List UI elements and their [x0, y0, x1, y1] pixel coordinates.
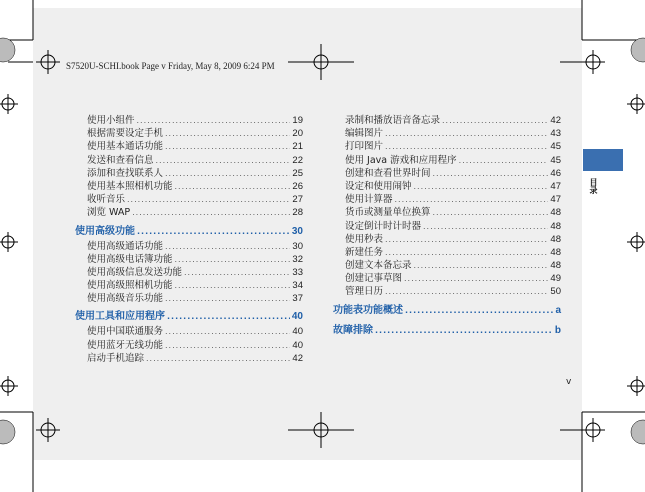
toc-entry-label: 设定和使用闹钟: [345, 180, 412, 192]
dot-leader: [175, 255, 291, 266]
toc-page-number: 48: [550, 233, 561, 245]
toc-page-number: 30: [291, 225, 303, 237]
dot-leader: [385, 129, 548, 140]
toc-entry-label: 使用 Java 游戏和应用程序: [345, 154, 457, 166]
toc-page-number: 40: [292, 326, 303, 338]
section-tab: [583, 149, 623, 171]
dot-leader: [433, 169, 549, 180]
toc-entry[interactable]: [333, 138, 561, 151]
toc-entry-label: 使用高级信息发送功能: [87, 266, 183, 278]
toc-entry-label: 新建任务: [345, 246, 384, 258]
dot-leader: [165, 327, 290, 338]
toc-entry[interactable]: [333, 125, 561, 138]
toc-entry-label: 根据需要设定手机: [87, 128, 164, 140]
dot-leader: [165, 142, 290, 153]
print-header: S7520U-SCHI.book Page v Friday, May 8, 2009 6:24 PM: [66, 61, 275, 71]
toc-entry[interactable]: [75, 191, 303, 204]
toc-entry-label: 使用中国联通服务: [87, 326, 164, 338]
toc-entry[interactable]: [333, 191, 561, 204]
dot-leader: [405, 306, 553, 317]
toc-entry[interactable]: [75, 238, 303, 251]
toc-entry-label: 打印图片: [345, 141, 384, 153]
toc-page-number: 45: [550, 141, 561, 153]
toc-page-number: 21: [292, 141, 303, 153]
toc-entry[interactable]: [75, 350, 303, 363]
dot-leader: [167, 312, 290, 323]
toc-entry[interactable]: [75, 204, 303, 217]
toc-entry-label: 使用高级电话簿功能: [87, 253, 173, 265]
dot-leader: [385, 235, 548, 246]
toc-entry-label: 创建记事草图: [345, 273, 403, 285]
dot-leader: [442, 116, 548, 127]
toc-entry[interactable]: [75, 165, 303, 178]
toc-page-number: 42: [550, 115, 561, 126]
toc-page-number: 40: [291, 311, 303, 323]
toc-page-number: b: [554, 324, 561, 336]
dot-leader: [165, 169, 290, 180]
toc-entry-label: 创建和查看世界时间: [345, 167, 431, 179]
dot-leader: [165, 129, 290, 140]
dot-leader: [375, 326, 553, 337]
dot-leader: [165, 294, 290, 305]
dot-leader: [459, 156, 549, 167]
toc-entry[interactable]: [75, 290, 303, 303]
dot-leader: [165, 341, 290, 352]
toc-entry-label: 设定倒计时计时器: [345, 220, 422, 232]
toc-entry-label: 使用蓝牙无线功能: [87, 339, 164, 351]
toc-entry-label: 使用基本照相机功能: [87, 180, 173, 192]
toc-section-entry[interactable]: [333, 301, 561, 317]
toc-entry-label: 添加和查找联系人: [87, 167, 164, 179]
toc-entry-label: 功能表功能概述: [333, 304, 403, 316]
toc-entry[interactable]: [75, 178, 303, 191]
toc-section-entry[interactable]: [75, 307, 303, 323]
toc-entry[interactable]: [75, 251, 303, 264]
toc-entry-label: 管理日历: [345, 286, 384, 298]
toc-entry-label: 收听音乐: [87, 194, 126, 206]
toc-page-number: 32: [292, 253, 303, 265]
toc-entry[interactable]: [333, 178, 561, 191]
toc-page-number: 30: [292, 240, 303, 252]
toc-page-number: 19: [292, 115, 303, 126]
dot-leader: [137, 227, 290, 238]
toc-page-number: 48: [550, 220, 561, 232]
dot-leader: [146, 354, 290, 365]
section-tab-label: 目录: [589, 178, 598, 194]
toc-entry-label: 使用基本通话功能: [87, 141, 164, 153]
toc-page-number: 45: [550, 154, 561, 166]
toc-entry-label: 创建文本备忘录: [345, 260, 412, 272]
toc-page-number: 27: [292, 194, 303, 206]
toc-entry[interactable]: [333, 283, 561, 296]
toc-page-number: 26: [292, 180, 303, 192]
dot-leader: [433, 208, 549, 219]
toc-entry[interactable]: [333, 152, 561, 165]
toc-entry-label: 发送和查看信息: [87, 154, 154, 166]
toc-entry-label: 货币或测量单位换算: [345, 207, 431, 219]
toc-page-number: 28: [292, 207, 303, 219]
toc-entry-label: 故障排除: [333, 324, 373, 336]
toc-entry-label: 使用工具和应用程序: [75, 311, 165, 323]
toc-entry[interactable]: [75, 264, 303, 277]
dot-leader: [127, 195, 290, 206]
toc-page-number: 48: [550, 207, 561, 219]
page-number: v: [566, 377, 572, 387]
dot-leader: [385, 287, 548, 298]
toc-page-number: 48: [550, 246, 561, 258]
toc-entry[interactable]: [75, 337, 303, 350]
toc-section-entry[interactable]: [333, 321, 561, 337]
toc-entry[interactable]: [333, 165, 561, 178]
toc-page-number: 33: [292, 266, 303, 278]
toc-entry[interactable]: [75, 323, 303, 336]
toc-page-number: 37: [292, 293, 303, 305]
toc-entry[interactable]: [333, 270, 561, 283]
dot-leader: [423, 222, 548, 233]
toc-entry[interactable]: [333, 218, 561, 231]
toc-entry[interactable]: [333, 112, 561, 125]
dot-leader: [404, 274, 548, 285]
toc-page-number: 34: [292, 280, 303, 292]
dot-leader: [132, 208, 290, 219]
toc-entry[interactable]: [75, 138, 303, 151]
toc-entry-label: 使用高级音乐功能: [87, 293, 164, 305]
dot-leader: [175, 281, 291, 292]
dot-leader: [165, 242, 290, 253]
toc-entry[interactable]: [333, 244, 561, 257]
toc-page-number: 46: [550, 167, 561, 179]
toc-entry-label: 使用高级功能: [75, 225, 135, 237]
toc-entry-label: 浏览 WAP: [87, 207, 131, 219]
dot-leader: [414, 261, 549, 272]
toc-page-number: a: [555, 304, 561, 316]
toc-page-number: 42: [292, 352, 303, 364]
dot-leader: [156, 156, 291, 167]
toc-section-entry[interactable]: [75, 222, 303, 238]
toc-entry-label: 使用计算器: [345, 194, 393, 206]
toc-entry-label: 使用小组件: [87, 115, 135, 126]
toc-entry[interactable]: [333, 231, 561, 244]
toc-page-number: 48: [550, 260, 561, 272]
toc-page-number: 20: [292, 128, 303, 140]
toc-column-right: [333, 112, 561, 337]
toc-entry[interactable]: [75, 125, 303, 138]
toc-entry-label: 使用高级照相机功能: [87, 280, 173, 292]
toc-page-number: 25: [292, 167, 303, 179]
toc-page-number: 22: [292, 154, 303, 166]
toc-entry-label: 编辑图片: [345, 128, 384, 140]
toc-entry-label: 启动手机追踪: [87, 352, 145, 364]
toc-page-number: 50: [550, 286, 561, 298]
toc-page-number: 40: [292, 339, 303, 351]
toc-column-left: [75, 112, 303, 363]
dot-leader: [414, 182, 549, 193]
toc-entry[interactable]: [75, 112, 303, 125]
toc-entry[interactable]: [333, 257, 561, 270]
toc-entry[interactable]: [75, 152, 303, 165]
toc-entry[interactable]: [333, 204, 561, 217]
toc-page-number: 49: [550, 273, 561, 285]
toc-entry-label: 使用高级通话功能: [87, 240, 164, 252]
dot-leader: [175, 182, 291, 193]
toc-entry-label: 使用秒表: [345, 233, 384, 245]
toc-page-number: 43: [550, 128, 561, 140]
toc-entry[interactable]: [75, 277, 303, 290]
dot-leader: [184, 268, 290, 279]
toc-page-number: 47: [550, 180, 561, 192]
toc-page-number: 47: [550, 194, 561, 206]
toc-entry-label: 录制和播放语音备忘录: [345, 115, 441, 126]
